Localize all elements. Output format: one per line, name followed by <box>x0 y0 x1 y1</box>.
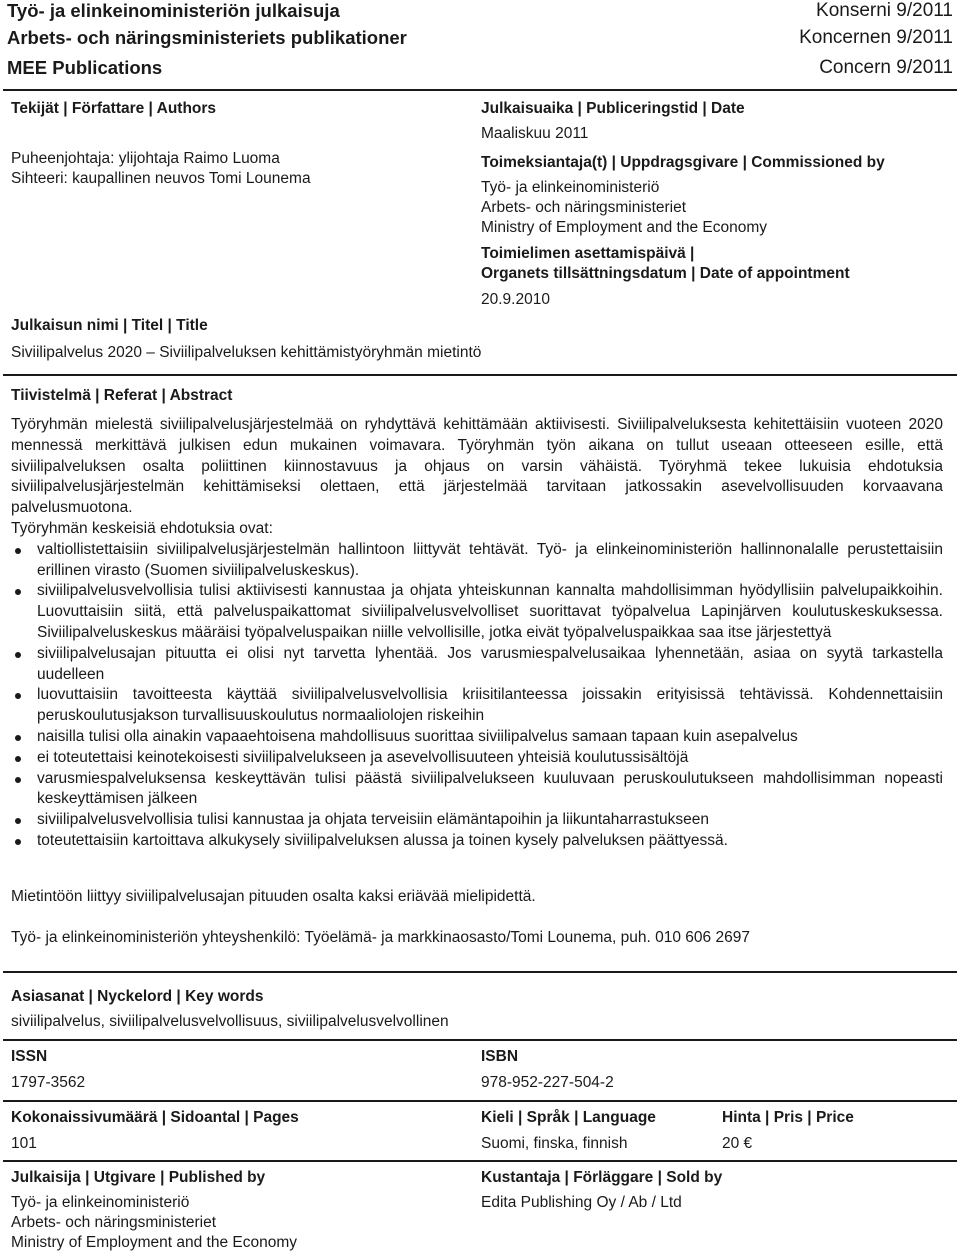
series-number-sv: Koncernen 9/2011 <box>799 27 953 48</box>
divider-identifiers <box>3 1039 957 1041</box>
title-label: Julkaisun nimi | Titel | Title <box>11 317 208 334</box>
published-by-label: Julkaisija | Utgivare | Published by <box>11 1169 266 1186</box>
commissioned-by-en: Ministry of Employment and the Economy <box>481 219 768 236</box>
price-label: Hinta | Pris | Price <box>722 1109 854 1126</box>
list-item: valtiollistettaisiin siviilipalvelusjärjestelmän hallintoon liittyvät tehtävät. Työ- ja elinkeinoministeriön hallinnonalalle perustettaisiin erillinen virasto (Suomen siviilipalveluskeskus). <box>11 540 943 582</box>
appointment-value: 20.9.2010 <box>481 291 550 308</box>
bullet-icon <box>15 818 21 824</box>
issn-value: 1797-3562 <box>11 1074 86 1091</box>
abstract-label: Tiivistelmä | Referat | Abstract <box>11 387 233 404</box>
authors-label: Tekijät | Författare | Authors <box>11 100 217 117</box>
published-by-en: Ministry of Employment and the Economy <box>11 1234 298 1251</box>
bullet-icon <box>15 548 21 554</box>
bullet-icon <box>15 839 21 845</box>
list-item: naisilla tulisi olla ainakin vapaaehtoisena mahdollisuus suorittaa siviilipalvelus samaan tapaan kuin asepalvelus <box>11 727 943 748</box>
pages-label: Kokonaissivumäärä | Sidoantal | Pages <box>11 1109 299 1126</box>
list-item: varusmiespalveluksensa keskeyttävän tulisi päästä siviilipalvelukseen kuuluvaan peruskoulutukseen mahdollisimman nopeasti keskeyttämisen jälkeen <box>11 769 943 811</box>
list-item: siviilipalvelusvelvollisia tulisi kannustaa ja ohjata terveisiin elämäntapoihin ja liikuntaharrastukseen <box>11 810 943 831</box>
authors-secretary: Sihteeri: kaupallinen neuvos Tomi Lounema <box>11 170 311 187</box>
divider-abstract <box>3 374 957 376</box>
price-value: 20 € <box>722 1135 753 1152</box>
bullet-icon <box>15 777 21 783</box>
language-label: Kieli | Språk | Language <box>481 1109 656 1126</box>
list-item: luovuttaisiin tavoitteesta käyttää siviilipalvelusvelvollisia kriisitilanteessa joissakin erityisissä tehtävissä. Kohdennettaisiin peruskoulutusjakson turvallisuuskoulutus normaaliolojen riskeihin <box>11 685 943 727</box>
sold-by-value: Edita Publishing Oy / Ab / Ltd <box>481 1194 682 1211</box>
dissenting-opinions-note: Mietintöön liittyy siviilipalvelusajan pituuden osalta kaksi eriävää mielipidettä. <box>11 888 536 905</box>
language-value: Suomi, finska, finnish <box>481 1135 628 1152</box>
bullet-icon <box>15 693 21 699</box>
list-item: ei toteutettaisi keinotekoisesti siviilipalvelukseen ja asevelvollisuuteen yhteisiä koulutussisältöjä <box>11 748 943 769</box>
publication-date-label: Julkaisuaika | Publiceringstid | Date <box>481 100 745 117</box>
appointment-label-2: Organets tillsättningsdatum | Date of appointment <box>481 265 850 282</box>
series-number-fi: Konserni 9/2011 <box>816 0 953 21</box>
series-name-sv: Arbets- och näringsministeriets publikationer <box>7 27 407 48</box>
series-name-en: MEE Publications <box>7 57 163 78</box>
list-item: toteutettaisiin kartoittava alkukysely siviilipalveluksen alussa ja toinen kysely palveluksen päättyessä. <box>11 831 943 852</box>
commissioned-by-sv: Arbets- och näringsministeriet <box>481 199 687 216</box>
authors-chair: Puheenjohtaja: ylijohtaja Raimo Luoma <box>11 150 280 167</box>
publication-date-value: Maaliskuu 2011 <box>481 125 589 142</box>
title-value: Siviilipalvelus 2020 – Siviilipalveluksen kehittämistyöryhmän mietintö <box>11 344 482 361</box>
divider-top <box>3 89 957 91</box>
keywords-label: Asiasanat | Nyckelord | Key words <box>11 988 264 1005</box>
bullet-icon <box>15 735 21 741</box>
issn-label: ISSN <box>11 1048 48 1065</box>
list-item: siviilipalvelusajan pituutta ei olisi nyt tarvetta lyhentää. Jos varusmiespalvelusaikaa lyhennetään, asiaa on syytä tarkastella uudelleen <box>11 644 943 686</box>
contact-person: Työ- ja elinkeinoministeriön yhteyshenkilö: Työelämä- ja markkinaosasto/Tomi Lounema, puh. 010 606 2697 <box>11 929 750 946</box>
published-by-sv: Arbets- och näringsministeriet <box>11 1214 217 1231</box>
abstract-body <box>11 415 943 852</box>
bullet-icon <box>15 756 21 762</box>
bullet-icon <box>15 589 21 595</box>
proposal-list <box>11 540 943 852</box>
series-number-en: Concern 9/2011 <box>819 57 953 78</box>
isbn-value: 978-952-227-504-2 <box>481 1074 614 1091</box>
divider-keywords <box>3 971 957 973</box>
abstract-lead: Työryhmän keskeisiä ehdotuksia ovat: <box>11 519 273 537</box>
list-item: siviilipalvelusvelvollisia tulisi aktiivisesti kannustaa ja ohjata yhteiskunnan kannalta mahdollisimman hyödyllisiin palvelupaikkoihin. Luovuttaisiin siitä, että palveluspaikattomat siviilipalvelusvelvolliset suorittavat työpalvelua Lapinjärven koulutuskeskuksessa. Siviilipalveluskeskus määräisi työpalveluspaikan niille velvollisille, jotka eivät työpalveluspaikkaa saa itse järjestettyä <box>11 581 943 643</box>
bullet-icon <box>15 652 21 658</box>
divider-publisher <box>3 1160 957 1162</box>
isbn-label: ISBN <box>481 1048 519 1065</box>
commissioned-by-label: Toimeksiantaja(t) | Uppdragsgivare | Commissioned by <box>481 154 885 171</box>
keywords-value: siviilipalvelus, siviilipalvelusvelvollisuus, siviilipalvelusvelvollinen <box>11 1013 449 1030</box>
sold-by-label: Kustantaja | Förläggare | Sold by <box>481 1169 723 1186</box>
appointment-label-1: Toimielimen asettamispäivä | <box>481 245 695 262</box>
abstract-intro: Työryhmän mielestä siviilipalvelusjärjestelmää on ryhdyttävä kehittämään aktiivisesti. Siviilipalveluksesta kehitettäisiin vuoteen 2020 mennessä merkittävä julkisen edun mukainen voimavara. Työryhmän työn aikana on tullut useaan otteeseen esille, että siviilipalveluksen osalta poliittinen kiinnostavuus ja ohjaus on varsin vähäistä. Työryhmä tekee lukuisia ehdotuksia siviilipalvelusjärjestelmän kehittämiseksi olettaen, että järjestelmää tarvitaan jatkossakin asevelvollisuuden korvaavana palvelusmuotona. <box>11 416 943 517</box>
series-name-fi: Työ- ja elinkeinoministeriön julkaisuja <box>7 0 340 21</box>
pages-value: 101 <box>11 1135 37 1152</box>
published-by-fi: Työ- ja elinkeinoministeriö <box>11 1194 190 1211</box>
divider-pages <box>3 1100 957 1102</box>
commissioned-by-fi: Työ- ja elinkeinoministeriö <box>481 179 660 196</box>
